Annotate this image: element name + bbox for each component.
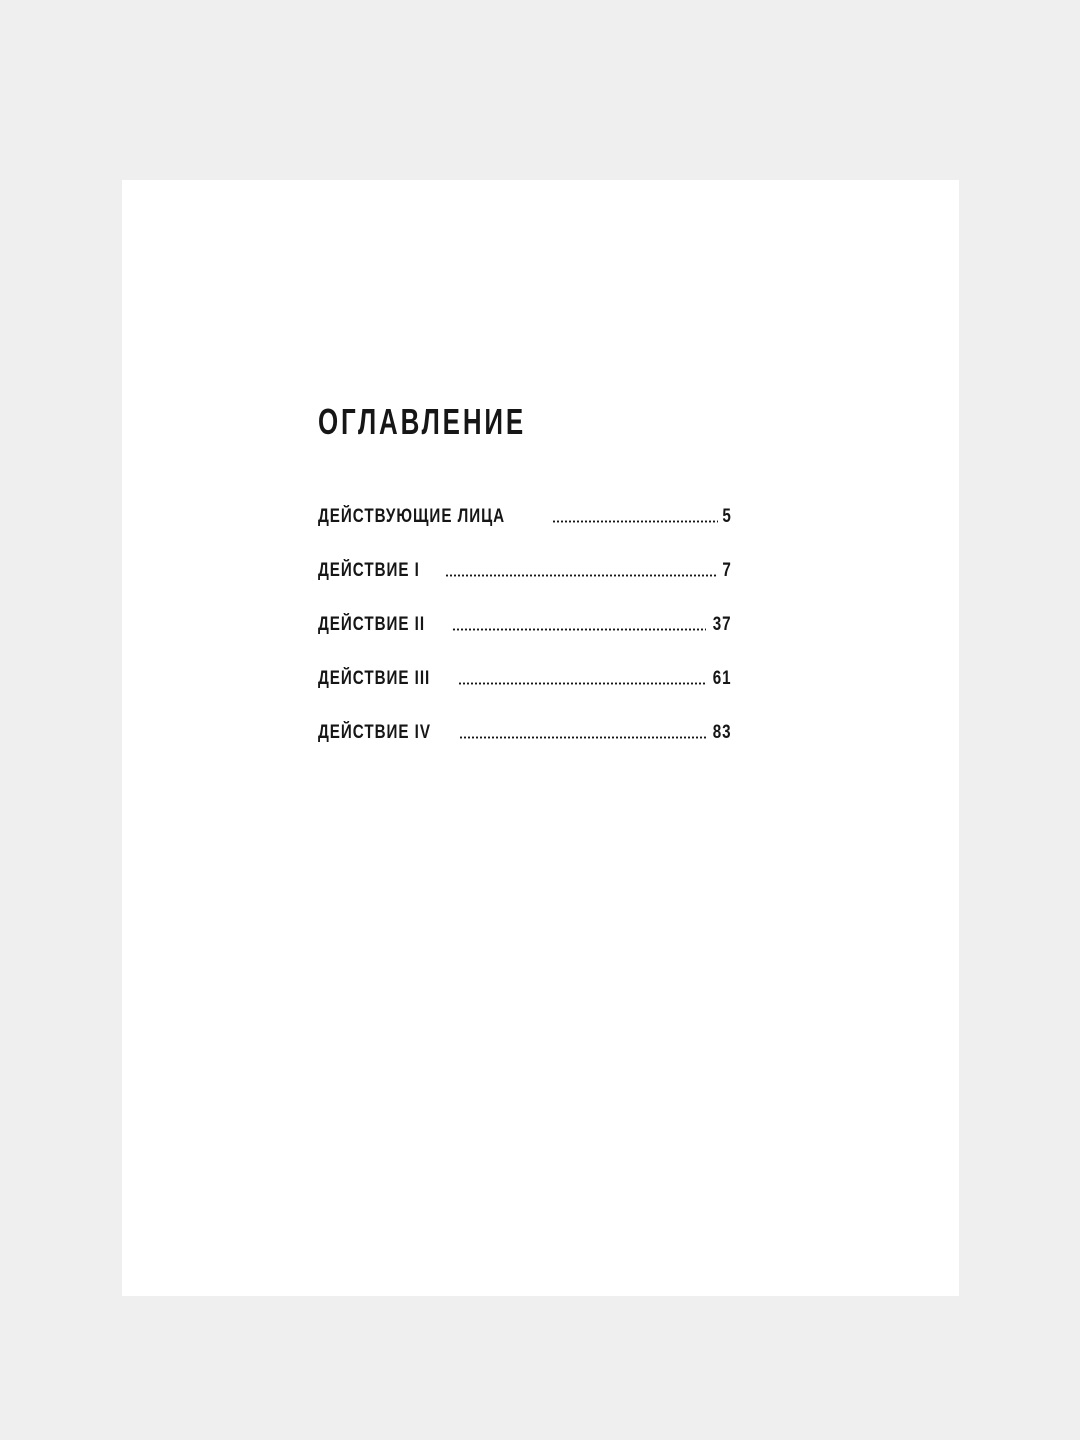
toc-entry-act-3: [318, 666, 732, 692]
toc-entry-page-number: 37: [713, 614, 732, 635]
dot-leader: [452, 628, 707, 631]
toc-title: ОГЛАВЛЕНИЕ: [318, 401, 527, 442]
toc-entry-label: ДЕЙСТВИЕ II: [318, 614, 426, 635]
toc-entry-label: ДЕЙСТВУЮЩИЕ ЛИЦА: [318, 506, 506, 527]
toc-entry-page-number: 7: [722, 560, 732, 581]
dot-leader: [459, 736, 706, 739]
toc-entry-act-4: [318, 720, 732, 746]
toc-entry-page-number: 5: [722, 506, 732, 527]
toc-entry-page-number: 83: [713, 722, 732, 743]
dot-leader: [445, 574, 718, 577]
toc-entry-act-2: [318, 612, 732, 638]
toc-entry-label: ДЕЙСТВИЕ IV: [318, 722, 431, 743]
toc-entry-act-1: [318, 558, 732, 584]
dot-leader: [458, 682, 706, 685]
toc-entry-characters: [318, 504, 732, 530]
dot-leader: [552, 520, 718, 523]
toc-entry-page-number: 61: [713, 668, 732, 689]
toc-entry-label: ДЕЙСТВИЕ III: [318, 668, 431, 689]
toc-entry-label: ДЕЙСТВИЕ I: [318, 560, 420, 581]
toc-list: [318, 504, 732, 774]
book-page: [122, 180, 959, 1296]
